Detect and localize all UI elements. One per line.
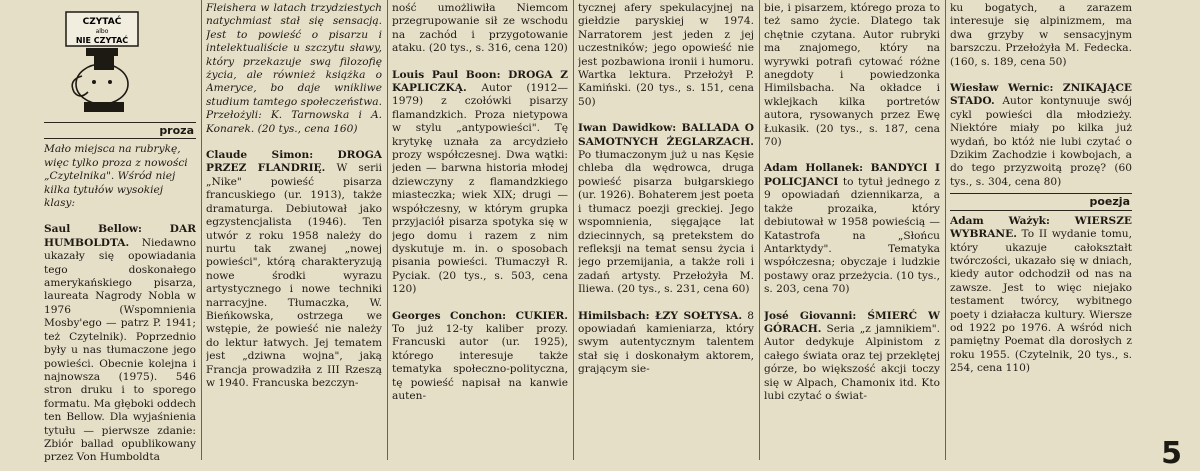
conchon-continued: tycznej afery spekulacyjnej na giełdzie paryskiej w 1974. Narratorem jest jeden z jej uczestników; jego opowieść nie jest pozbawiona ironii i humoru. Wartka lektura. Przełożył P. Kamiński. (20 tys., s. 151, cena 50) bbox=[578, 2, 754, 108]
review-simon-head: Claude Simon: DROGA PRZEZ FLANDRIĘ. bbox=[206, 149, 382, 175]
column-6 bbox=[950, 2, 1132, 464]
column-rule bbox=[759, 0, 760, 460]
simon-continued: ność umożliwiła Niemcom przegrupowanie sił ze wschodu na zachód i przygotowanie ataku. (20 tys., s. 316, cena 120) bbox=[392, 2, 568, 55]
review-dawidkow-body: Po tłumaczonym już u nas Kęsie chleba dla wędrowca, druga powieść pisarza bułgarskiego (ur. 1926). Bohaterem jest poeta i tłumacz poezji greckiej. Jego wspomnienia, sięgające lat dziecinnych, są pretekstem do refleksji na temat sensu życia i jego przemijania, a także roli i zadań artysty. Przełożyła M. Iliewa. (20 tys., s. 231, cena 60) bbox=[578, 149, 754, 296]
column-rule bbox=[945, 0, 946, 460]
review-wernic-head: Wiesław Wernic: ZNIKAJĄCE STADO. bbox=[950, 82, 1132, 108]
column-5 bbox=[764, 2, 940, 464]
column-4 bbox=[578, 2, 754, 464]
section-label-proza: proza bbox=[44, 122, 196, 139]
intro-text: Mało miejsca na rubrykę, więc tylko proza z nowości „Czytelnika". Wśród niej kilka tytułów wysokiej klasy: bbox=[44, 143, 188, 210]
column-rule bbox=[387, 0, 388, 460]
review-conchon bbox=[392, 310, 568, 404]
review-boon-head: Louis Paul Boon: DROGA Z KAPLICZKĄ. bbox=[392, 68, 568, 95]
giovanni-continued: ku bogatych, a zarazem interesuje się alpinizmem, ma dwa grzyby w sensacyjnym barszczu. Przełożyła M. Fedecka. (160, s. 189, cena 50) bbox=[950, 2, 1132, 68]
review-wazyk-head: Adam Ważyk: WIERSZE WYBRANE. bbox=[950, 214, 1132, 241]
review-dawidkow-head: Iwan Dawidkow: BALLADA O SAMOTNYCH ŻEGLARZACH. bbox=[578, 122, 754, 148]
review-bellow bbox=[44, 223, 196, 464]
review-himilsbach-head: Himilsbach: ŁZY SOŁTYSA. bbox=[578, 309, 743, 322]
review-boon-body: Autor (1912—1979) z czołówki pisarzy flamandzkich. Proza nietypowa w stylu „antypowieści". Tę krytykę uznała za arcydzieło prozy współczesnej. Dwa wątki: jeden — barwna historia młodej dziewczyny z flamandzkiego miasteczka; wiek XIX; drugi — współczesny, w którym grupka przyjaciół pisarza spotyka się w jego domu i razem z nim dyskutuje m. in. o sposobach pisania powieści. Tłumaczył R. Pyciak. (20 tys., s. 503, cena 120) bbox=[392, 82, 568, 296]
section-label-poezja: poezja bbox=[950, 193, 1132, 210]
review-giovanni bbox=[764, 310, 940, 404]
column-1 bbox=[44, 2, 196, 464]
review-hollanek-body: to tytuł jednego z 9 opowiadań dziennikarza, a także prozaika, który debiutował w 1958 powieścią — Katastrofa na „Słońcu Antarktydy". Tematyka współczesna; obyczaje i ludzkie postawy oraz przeżycia. (10 tys., s. 203, cena 70) bbox=[764, 175, 940, 296]
logo-line3: NIE CZYTAĆ bbox=[75, 36, 129, 45]
logo-line1: CZYTAĆ bbox=[82, 17, 122, 27]
bellow-continued: Fleishera w latach trzydziestych natychmiast stał się sensacją. Jest to powieść o pisarzu i intelektualiście u szczytu sławy, który przekazuje swą filozofię życia, ale również książka o Ameryce, bo daje wnikliwe studium tamtego społeczeństwa. Przełożyli: K. Tarnowska i A. Konarek. (20 tys., cena 160) bbox=[206, 2, 382, 135]
review-simon-body: W serii „Nike" powieść pisarza francuskiego (ur. 1913), także dramaturga. Debiutował jako egzystencjalista (1946). Ten utwór z roku 1958 należy do nurtu tak zwanej „nowej powieści", którą charakteryzują nowe środki wyrazu artystycznego i nowe techniki narracyjne. Tłumaczka, W. Bieńkowska, ostrzega we wstępie, że powieść nie należy do lektur łatwych. Jej tematem jest „dziwna wojna", jaką Francja prowadziła z III Rzeszą w 1940. Francuska bezczyn- bbox=[206, 162, 382, 389]
review-wernic bbox=[950, 82, 1132, 189]
review-simon bbox=[206, 149, 382, 390]
review-conchon-body: To już 12-ty kaliber prozy. Francuski autor (ur. 1925), którego interesuje także tematyka społeczno-polityczna, tę powieść napisał na kanwie auten- bbox=[392, 322, 568, 402]
page-number: 5 bbox=[1161, 436, 1182, 471]
column-3 bbox=[392, 2, 568, 464]
review-wernic-body: Autor kontynuuje swój cykl powieści dla młodzieży. Niektóre miały po kilka już wydań, bo któż nie lubi czytać o Dzikim Zachodzie i kowbojach, a do tego przyzwoitą prozę? (60 tys., s. 304, cena 80) bbox=[950, 95, 1132, 188]
review-wazyk bbox=[950, 215, 1132, 376]
review-hollanek-head: Adam Hollanek: BANDYCI I POLICJANCI bbox=[764, 162, 940, 188]
review-hollanek bbox=[764, 162, 940, 296]
review-himilsbach-body: 8 opowiadań kamieniarza, który swym autentycznym talentem stał się i doskonałym aktorem, grającym sie- bbox=[578, 309, 754, 376]
logo-line2: albo bbox=[95, 28, 109, 35]
review-boon bbox=[392, 69, 568, 297]
himilsbach-continued: bie, i pisarzem, którego proza to też samo życie. Dlatego tak chętnie czytana. Autor rubryki ma znajomego, który na wyrywki potrafi cytować różne anegdoty i powiedzonka Himilsbacha. Na okładce i wklejkach kilka portretów autora, rysowanych przez Ewę Łukasik. (20 tys., s. 187, cena 70) bbox=[764, 2, 940, 149]
column-2 bbox=[206, 2, 382, 464]
column-rule bbox=[201, 0, 202, 460]
review-himilsbach bbox=[578, 310, 754, 377]
review-conchon-head: Georges Conchon: CUKIER. bbox=[392, 309, 568, 322]
review-dawidkow bbox=[578, 122, 754, 296]
column-rule bbox=[573, 0, 574, 460]
review-giovanni-body: Seria „z jamnikiem". Autor dedykuje Alpinistom z całego świata oraz tej przeklętej górze, bo większość akcji toczy się w Alpach, Chamonix itd. Kto lubi czytać o świat- bbox=[764, 322, 940, 402]
review-wazyk-body: To II wydanie tomu, który ukazuje całokształt twórczości, ukazało się w dniach, kiedy autor odchodził od nas na zawsze. Jest to więc niejako testament twórcy, wybitnego poety i działacza kultury. Wiersze od 1922 po 1976. A wśród nich pamiętny Poemat dla dorosłych z roku 1955. (Czytelnik, 20 tys., s. 254, cena 110) bbox=[950, 228, 1132, 375]
review-bellow-body: Niedawno ukazały się opowiadania tego doskonałego amerykańskiego pisarza, laureata Nagrody Nobla w 1976 (Wspomnienia Mosby'ego — patrz P. 1941; też Czytelnik). Poprzednio były u nas tłumaczone jego powieści. Obecnie kolejna i najnowsza (1975). 546 stron druku i to sporego formatu. Ma głęboki oddech ten Bellow. Dla wyjaśnienia tytułu — pierwsze zdanie: Zbiór ballad opublikowany przez Von Humboldta bbox=[44, 236, 196, 464]
review-giovanni-head: José Giovanni: ŚMIERĆ W GÓRACH. bbox=[764, 309, 940, 335]
review-bellow-head: Saul Bellow: DAR HUMBOLDTA. bbox=[44, 223, 196, 249]
